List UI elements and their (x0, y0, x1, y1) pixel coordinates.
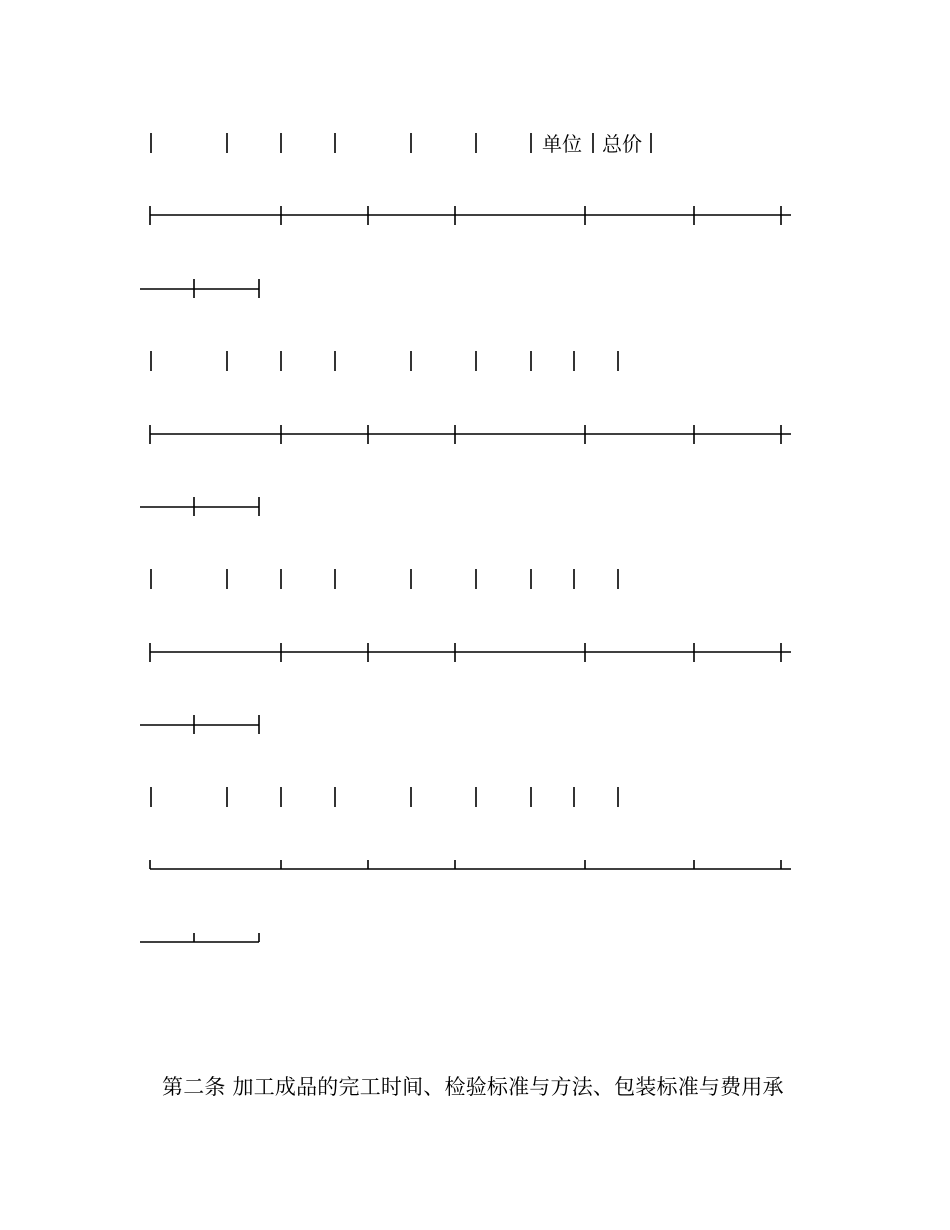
body-row-3-dividers (151, 787, 618, 807)
clause-number: 第二条 (162, 1075, 226, 1099)
row-separator-3 (140, 643, 791, 734)
clause-paragraph (162, 1072, 784, 1102)
row-separator-2 (140, 425, 791, 516)
clause-text: 加工成品的完工时间、检验标准与方法、包装标准与费用承 (232, 1075, 784, 1099)
row-separator-1 (140, 206, 791, 298)
table-bottom-border (140, 860, 791, 942)
header-unit-label: 单位 (542, 132, 582, 156)
header-total-price-label: 总价 (602, 132, 642, 156)
body-row-1-dividers (151, 351, 618, 371)
body-row-2-dividers (151, 569, 618, 589)
